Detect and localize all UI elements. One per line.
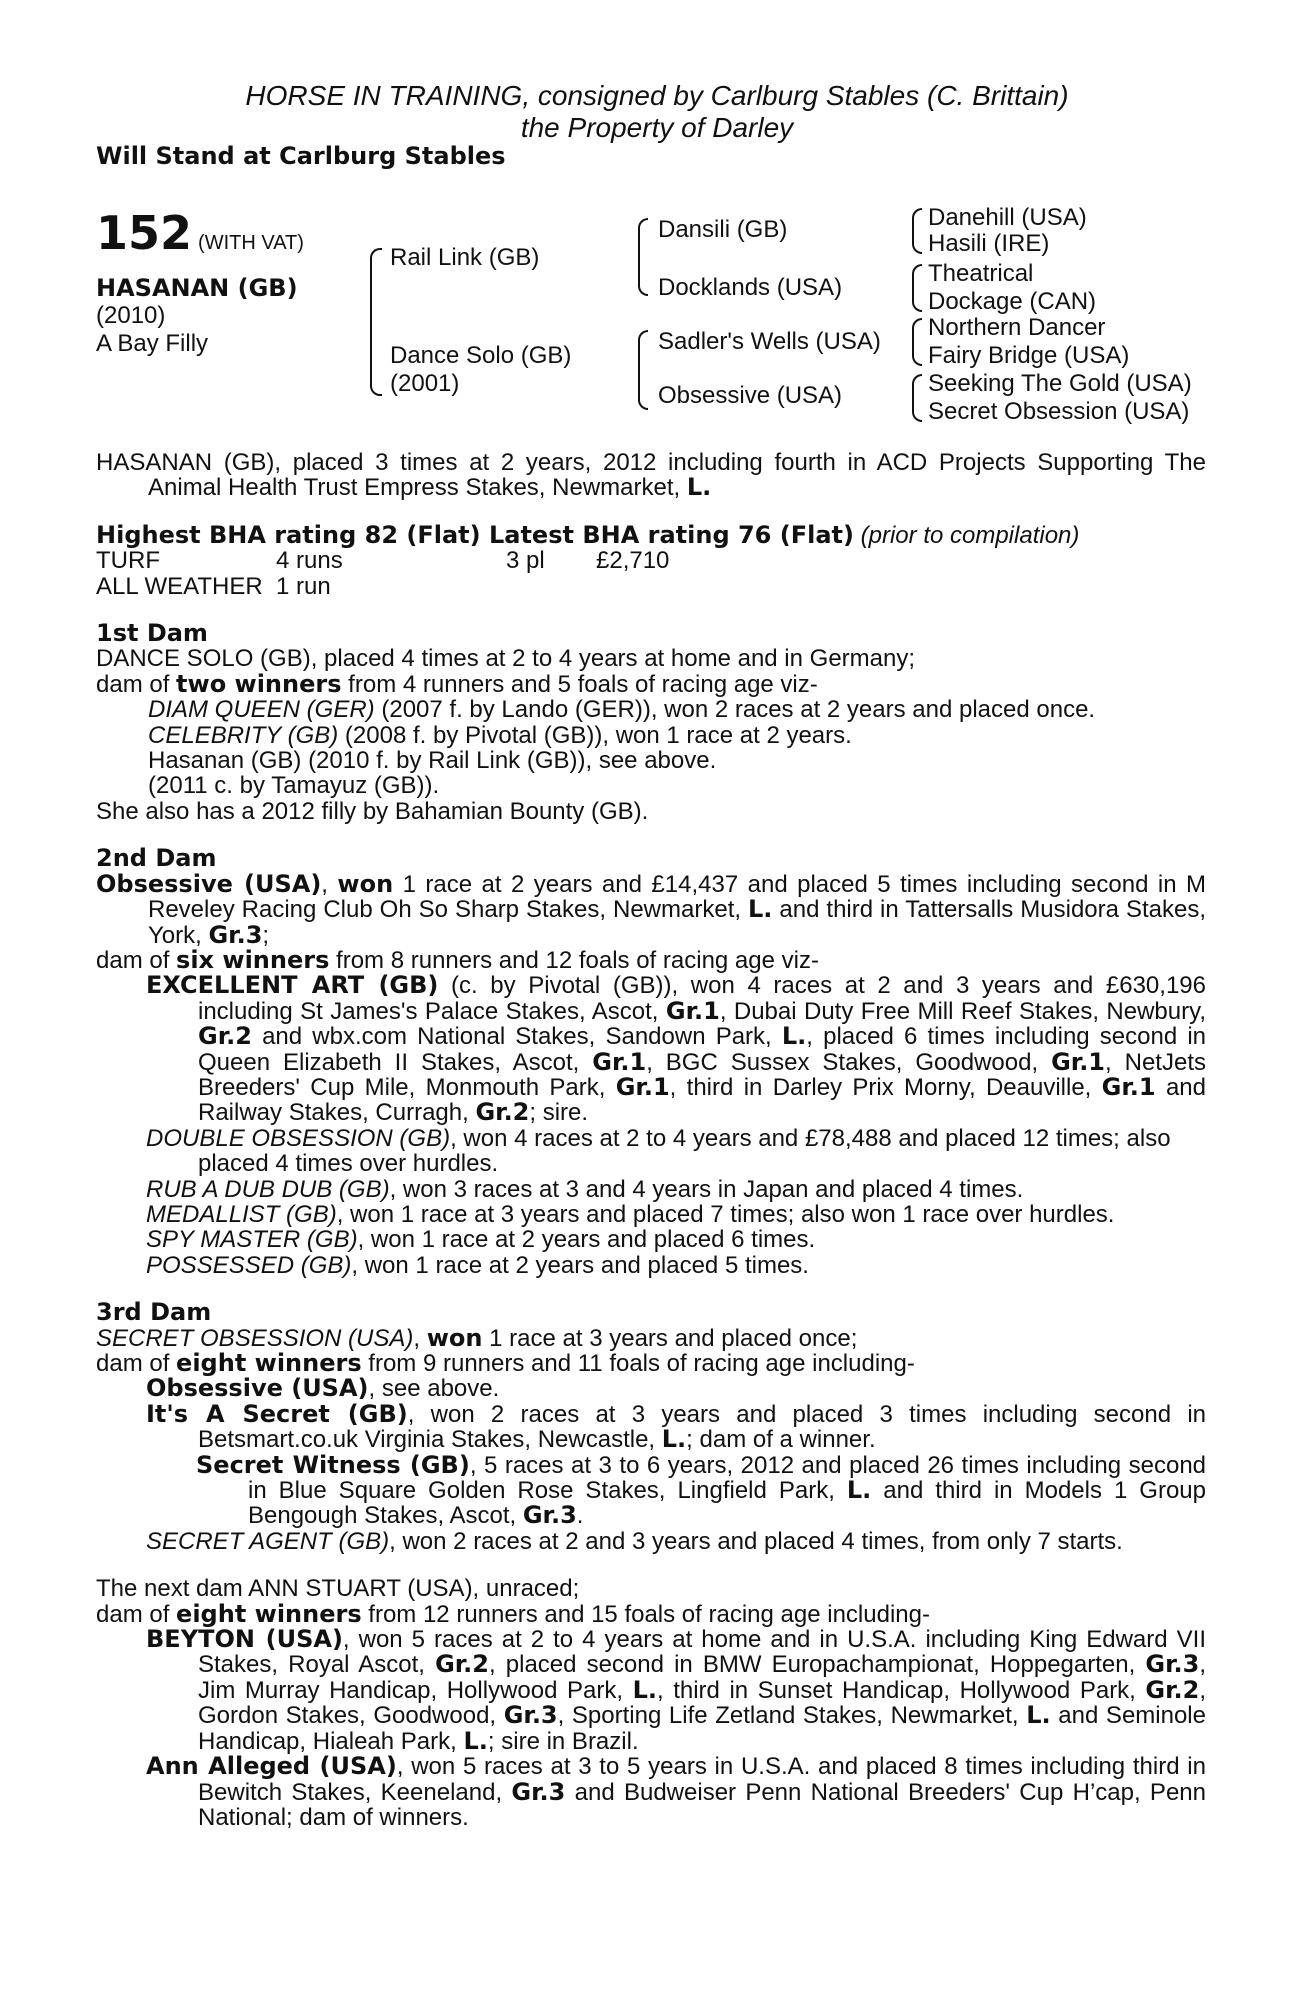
beyton-entry: BEYTON (USA), won 5 races at 2 to 4 years at home and in U.S.A. including King Edward VII Stakes, Royal Ascot, Gr.2, placed second in BMW Europachampionat, Hoppegarten, Gr.3, Jim Murray Handicap, Hollywood Park, L., third in Sunset Handicap, Hollywood Park, Gr.2, Gordon Stakes, Goodwood, Gr.3, Sporting Life Zetland Stakes, Newmarket, L. and Seminole Handicap, Hialeah Park, L.; sire in Brazil.: [146, 1625, 1207, 1755]
pedigree-sire: Rail Link (GB): [390, 244, 540, 271]
vat-label: (WITH VAT): [198, 232, 304, 254]
pedigree-sire-dam: Docklands (USA): [658, 274, 843, 301]
property-line: the Property of Darley: [520, 112, 794, 143]
third-dam-heading: 3rd Dam: [96, 1298, 212, 1327]
spy-master-entry: SPY MASTER (GB), won 1 race at 2 years and placed 6 times.: [146, 1226, 816, 1254]
pedigree-dam-dam: Obsessive (USA): [658, 382, 843, 409]
first-dam-foal-3: Hasanan (GB) (2010 f. by Rail Link (GB)), see above.: [148, 747, 717, 775]
next-dam-intro: The next dam ANN STUART (USA), unraced;: [96, 1575, 580, 1603]
secret-agent-entry: SECRET AGENT (GB), won 2 races at 2 and 3 years and placed 4 times, from only 7 starts.: [146, 1527, 1123, 1555]
summary-paragraph: HASANAN (GB), placed 3 times at 2 years, 2012 including fourth in ACD Projects Supporting The Animal Health Trust Empress Stakes, Newmarket, L.: [96, 449, 1206, 502]
pedigree-brace-3: [638, 330, 648, 410]
pedigree-dam-year: (2001): [390, 370, 460, 397]
pedigree-sdd: Dockage (CAN): [928, 288, 1097, 315]
pedigree-dds: Seeking The Gold (USA): [928, 370, 1192, 397]
third-dam-produce: dam of eight winners from 9 runners and 11 foals of racing age including-: [96, 1349, 915, 1377]
pedigree-dss: Northern Dancer: [928, 314, 1106, 341]
pedigree-brace-7: [912, 374, 922, 422]
horse-description: A Bay Filly: [96, 330, 209, 357]
pedigree-ddd: Secret Obsession (USA): [928, 398, 1190, 425]
pedigree-dsd: Fairy Bridge (USA): [928, 342, 1130, 369]
third-dam-intro: SECRET OBSESSION (USA), won 1 race at 3 years and placed once;: [96, 1323, 858, 1352]
first-dam-foal-4: (2011 c. by Tamayuz (GB)).: [148, 772, 440, 800]
stand-line: Will Stand at Carlburg Stables: [96, 142, 506, 170]
next-dam-produce: dam of eight winners from 12 runners and 15 foals of racing age including-: [96, 1599, 930, 1628]
pedigree-ssd: Hasili (IRE): [928, 230, 1050, 257]
rating-line: Highest BHA rating 82 (Flat) Latest BHA rating 76 (Flat) (prior to compilation): [96, 520, 1080, 549]
catalogue-body: [96, 450, 1206, 1830]
first-dam-intro: DANCE SOLO (GB), placed 4 times at 2 to 4 years at home and in Germany;: [96, 645, 916, 673]
pedigree-brace-4: [912, 208, 922, 254]
pedigree-brace-2: [638, 218, 648, 296]
secret-witness-entry: Secret Witness (GB), 5 races at 3 to 6 years, 2012 and placed 26 times including second in Blue Square Golden Rose Stakes, Lingfield Park, L. and third in Models 1 Group Bengough Stakes, Ascot, Gr.3.: [196, 1450, 1207, 1530]
horse-year: (2010): [96, 302, 166, 329]
pedigree-dam-sire: Sadler's Wells (USA): [658, 328, 881, 355]
pedigree-brace-6: [912, 318, 922, 366]
pedigree-sss: Danehill (USA): [928, 204, 1087, 231]
ann-alleged-entry: Ann Alleged (USA), won 5 races at 3 to 5 years in U.S.A. and placed 8 times including third in Bewitch Stakes, Keeneland, Gr.3 and Budweiser Penn National Breeders' Cup H’cap, Penn National; dam of winners.: [146, 1752, 1206, 1831]
second-dam-heading: 2nd Dam: [96, 844, 217, 873]
first-dam-foal-1: DIAM QUEEN (GER) (2007 f. by Lando (GER)), won 2 races at 2 years and placed once.: [148, 696, 1096, 724]
horse-name: HASANAN (GB): [96, 274, 298, 302]
consignor-line: HORSE IN TRAINING, consigned by Carlburg Stables (C. Brittain): [245, 80, 1069, 111]
pedigree-sds: Theatrical: [928, 260, 1034, 287]
pedigree-sire-sire: Dansili (GB): [658, 216, 788, 243]
second-dam-produce: dam of six winners from 8 runners and 12 foals of racing age viz-: [96, 945, 819, 974]
its-a-secret-entry: It's A Secret (GB), won 2 races at 3 years and placed 3 times including second in Betsmart.co.uk Virginia Stakes, Newcastle, L.; dam of a winner.: [146, 1399, 1206, 1454]
first-dam-foal-2: CELEBRITY (GB) (2008 f. by Pivotal (GB)), won 1 race at 2 years.: [148, 721, 852, 749]
first-dam-also: She also has a 2012 filly by Bahamian Bounty (GB).: [96, 797, 649, 825]
pedigree-brace-5: [912, 264, 922, 312]
rub-a-dub-dub-entry: RUB A DUB DUB (GB), won 3 races at 3 and 4 years in Japan and placed 4 times.: [146, 1175, 1024, 1203]
lot-number-block: [96, 206, 304, 260]
medallist-entry: MEDALLIST (GB), won 1 race at 3 years and placed 7 times; also won 1 race over hurdles.: [146, 1200, 1115, 1228]
excellent-art-entry: EXCELLENT ART (GB) (c. by Pivotal (GB)), won 4 races at 2 and 3 years and £630,196 including St James's Palace Stakes, Ascot, Gr.1, Dubai Duty Free Mill Reef Stakes, Newbury, Gr.2 and wbx.com National Stakes, Sandown Park, L., placed 6 times including second in Queen Elizabeth II Stakes, Ascot, Gr.1, BGC Sussex Stakes, Goodwood, Gr.1, NetJets Breeders' Cup Mile, Monmouth Park, Gr.1, third in Darley Prix Morny, Deauville, Gr.1 and Railway Stakes, Curragh, Gr.2; sire.: [146, 971, 1207, 1127]
possessed-entry: POSSESSED (GB), won 1 race at 2 years and placed 5 times.: [146, 1251, 809, 1279]
stat-row-aw: ALL WEATHER 1 run: [96, 572, 331, 600]
second-dam-intro: Obsessive (USA), won 1 race at 2 years and £14,437 and placed 5 times including second in M Reveley Racing Club Oh So Sharp Stakes, Newmarket, L. and third in Tattersalls Musidora Stakes, York, Gr.3;: [96, 869, 1207, 949]
double-obsession-entry: DOUBLE OBSESSION (GB), won 4 races at 2 to 4 years and £78,488 and placed 12 times; also placed 4 times over hurdles.: [146, 1124, 1171, 1178]
obsessive-entry: Obsessive (USA), see above.: [146, 1374, 500, 1403]
pedigree-brace-1: [370, 248, 382, 396]
first-dam-produce: dam of two winners from 4 runners and 5 foals of racing age viz-: [96, 669, 818, 698]
first-dam-heading: 1st Dam: [96, 619, 208, 648]
pedigree-dam: Dance Solo (GB): [390, 342, 572, 369]
stat-row-turf: TURF 4 runs 3 pl £2,710: [96, 547, 670, 575]
lot-number: 152: [96, 206, 193, 260]
